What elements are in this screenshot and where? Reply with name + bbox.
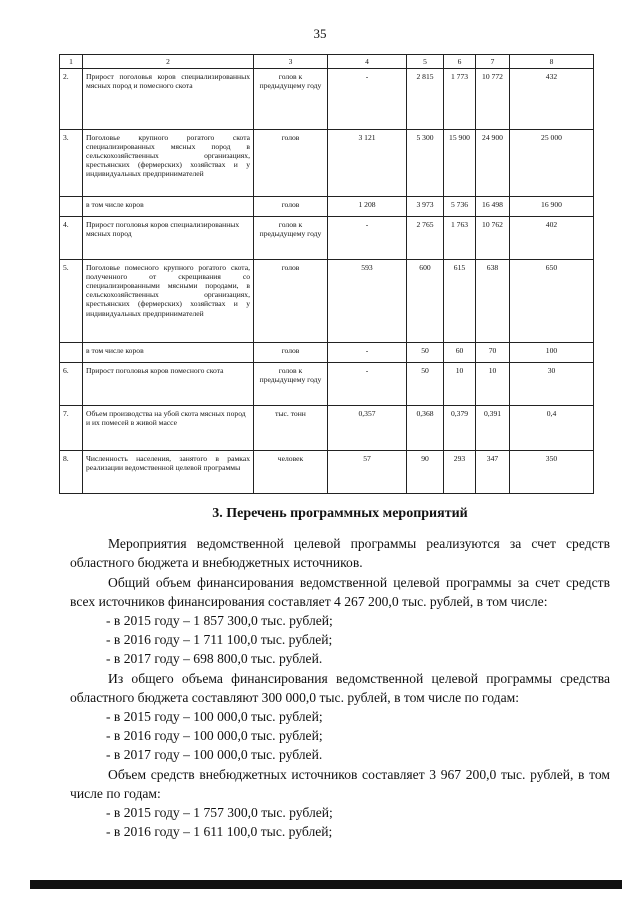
- unit-cell: голов: [254, 130, 328, 197]
- list-item: - в 2016 году – 1 611 100,0 тыс. рублей;: [106, 824, 333, 840]
- value-cell: 5 300: [407, 130, 444, 197]
- value-cell: 70: [476, 343, 510, 363]
- column-header: 1: [60, 55, 83, 69]
- indicator-name: в том числе коров: [83, 197, 254, 217]
- value-cell: -: [328, 69, 407, 130]
- column-header: 5: [407, 55, 444, 69]
- value-cell: 50: [407, 363, 444, 406]
- unit-cell: голов: [254, 197, 328, 217]
- row-number: [60, 197, 83, 217]
- indicator-name: Объем производства на убой скота мясных пород и их помесей в живой массе: [83, 406, 254, 451]
- indicator-name: Прирост поголовья коров специализированных мясных пород: [83, 217, 254, 260]
- row-number: 7.: [60, 406, 83, 451]
- column-header: 2: [83, 55, 254, 69]
- value-cell: 2 765: [407, 217, 444, 260]
- list-item: - в 2017 году – 100 000,0 тыс. рублей.: [106, 747, 323, 763]
- paragraph: Из общего объема финансирования ведомственной целевой программы средства областного бюджета составляют 300 000,0 тыс. рублей, в том числе по годам:: [70, 670, 610, 705]
- table-row: [60, 217, 594, 260]
- value-cell: 1 773: [444, 69, 476, 130]
- value-cell: 0,357: [328, 406, 407, 451]
- value-cell: 402: [510, 217, 594, 260]
- table-row: [60, 197, 594, 217]
- value-cell: 90: [407, 451, 444, 494]
- indicators-table: [59, 54, 594, 494]
- indicator-name: в том числе коров: [83, 343, 254, 363]
- value-cell: 600: [407, 260, 444, 343]
- value-cell: 3 973: [407, 197, 444, 217]
- value-cell: 3 121: [328, 130, 407, 197]
- paragraph: Мероприятия ведомственной целевой программы реализуются за счет средств областного бюджета и внебюджетных источников.: [70, 536, 610, 571]
- value-cell: 2 815: [407, 69, 444, 130]
- column-header: 7: [476, 55, 510, 69]
- unit-cell: голов к предыдущему году: [254, 363, 328, 406]
- table-row: [60, 363, 594, 406]
- value-cell: 30: [510, 363, 594, 406]
- column-header: 3: [254, 55, 328, 69]
- scan-edge-bar: [30, 880, 622, 889]
- indicator-name: Поголовье помесного крупного рогатого скота, полученного от скрещивания со специализированными мясными породами, в сельскохозяйственных организациях, крестьянских (фермерских) хозяйствах и у индивидуальных предпринимателей: [83, 260, 254, 343]
- table-row: [60, 343, 594, 363]
- value-cell: 10 772: [476, 69, 510, 130]
- value-cell: 347: [476, 451, 510, 494]
- list-item: - в 2017 году – 698 800,0 тыс. рублей.: [106, 651, 323, 667]
- indicator-name: Прирост поголовья коров помесного скота: [83, 363, 254, 406]
- table-row: [60, 260, 594, 343]
- value-cell: -: [328, 217, 407, 260]
- table-row: [60, 69, 594, 130]
- value-cell: 0,368: [407, 406, 444, 451]
- list-item: - в 2016 году – 100 000,0 тыс. рублей;: [106, 728, 323, 744]
- table-header-row: [60, 55, 594, 69]
- value-cell: 10 762: [476, 217, 510, 260]
- value-cell: 16 498: [476, 197, 510, 217]
- value-cell: 1 208: [328, 197, 407, 217]
- value-cell: 100: [510, 343, 594, 363]
- value-cell: 0,391: [476, 406, 510, 451]
- unit-cell: человек: [254, 451, 328, 494]
- list-item: - в 2015 году – 100 000,0 тыс. рублей;: [106, 709, 323, 725]
- paragraph: Объем средств внебюджетных источников составляет 3 967 200,0 тыс. рублей, в том числе по годам:: [70, 766, 610, 801]
- value-cell: 60: [444, 343, 476, 363]
- table-row: [60, 130, 594, 197]
- row-number: 4.: [60, 217, 83, 260]
- value-cell: 0,379: [444, 406, 476, 451]
- value-cell: 350: [510, 451, 594, 494]
- paragraph: Общий объем финансирования ведомственной целевой программы за счет средств всех источников финансирования составляет 4 267 200,0 тыс. рублей, в том числе:: [70, 574, 610, 609]
- value-cell: 15 900: [444, 130, 476, 197]
- unit-cell: голов к предыдущему году: [254, 69, 328, 130]
- list-item: - в 2015 году – 1 857 300,0 тыс. рублей;: [106, 613, 333, 629]
- value-cell: 50: [407, 343, 444, 363]
- value-cell: 593: [328, 260, 407, 343]
- unit-cell: голов: [254, 343, 328, 363]
- unit-cell: тыс. тонн: [254, 406, 328, 451]
- list-item: - в 2016 году – 1 711 100,0 тыс. рублей;: [106, 632, 333, 648]
- value-cell: 638: [476, 260, 510, 343]
- table-row: [60, 451, 594, 494]
- value-cell: 24 900: [476, 130, 510, 197]
- column-header: 4: [328, 55, 407, 69]
- value-cell: 615: [444, 260, 476, 343]
- column-header: 6: [444, 55, 476, 69]
- value-cell: 57: [328, 451, 407, 494]
- value-cell: 0,4: [510, 406, 594, 451]
- indicator-name: Численность населения, занятого в рамках реализации ведомственной целевой программы: [83, 451, 254, 494]
- unit-cell: голов: [254, 260, 328, 343]
- row-number: [60, 343, 83, 363]
- value-cell: 432: [510, 69, 594, 130]
- indicator-name: Поголовье крупного рогатого скота специализированных мясных пород в сельскохозяйственных организациях, крестьянских (фермерских) хозяйствах и у индивидуальных предпринимателей: [83, 130, 254, 197]
- value-cell: 10: [444, 363, 476, 406]
- program-activities-section: [70, 504, 610, 841]
- row-number: 3.: [60, 130, 83, 197]
- column-header: 8: [510, 55, 594, 69]
- indicator-name: Прирост поголовья коров специализированных мясных пород и помесного скота: [83, 69, 254, 130]
- unit-cell: голов к предыдущему году: [254, 217, 328, 260]
- row-number: 6.: [60, 363, 83, 406]
- row-number: 5.: [60, 260, 83, 343]
- value-cell: 5 736: [444, 197, 476, 217]
- value-cell: 1 763: [444, 217, 476, 260]
- value-cell: 25 000: [510, 130, 594, 197]
- value-cell: -: [328, 343, 407, 363]
- row-number: 8.: [60, 451, 83, 494]
- list-item: - в 2015 году – 1 757 300,0 тыс. рублей;: [106, 805, 333, 821]
- page-number: 35: [313, 26, 327, 41]
- value-cell: 16 900: [510, 197, 594, 217]
- value-cell: 650: [510, 260, 594, 343]
- value-cell: 293: [444, 451, 476, 494]
- value-cell: 10: [476, 363, 510, 406]
- table-row: [60, 406, 594, 451]
- section-title: 3. Перечень программных мероприятий: [212, 506, 468, 521]
- row-number: 2.: [60, 69, 83, 130]
- value-cell: -: [328, 363, 407, 406]
